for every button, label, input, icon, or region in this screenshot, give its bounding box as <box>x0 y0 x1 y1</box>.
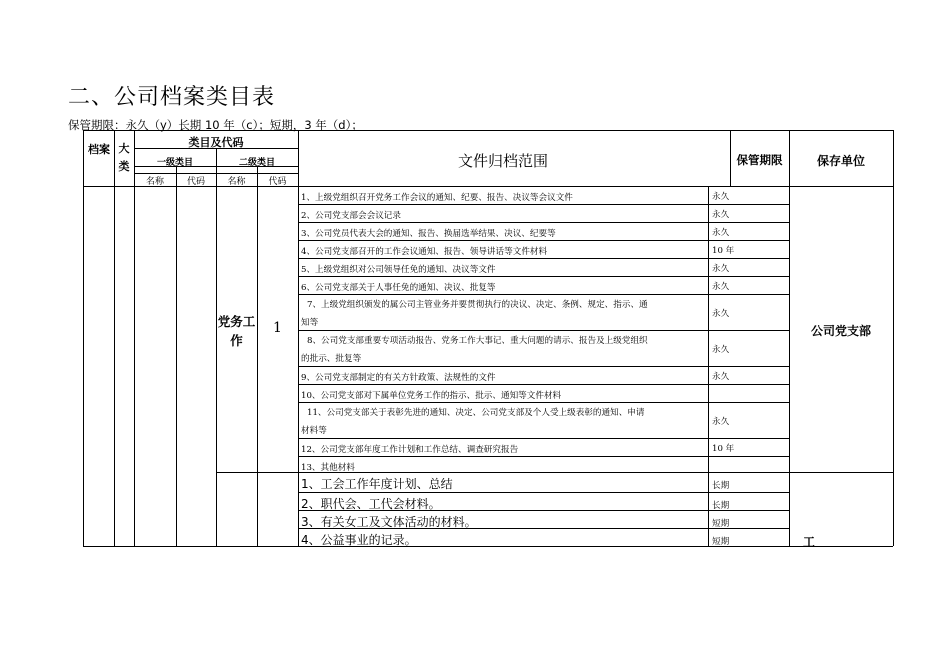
scope-row-union: 1、工会工作年度计划、总结 <box>301 477 453 491</box>
scope-row-party: 3、公司党员代表大会的通知、报告、换届选举结果、决议、纪要等 <box>301 229 556 239</box>
scope-row-party: 6、公司党支部关于人事任免的通知、决议、批复等 <box>301 283 496 293</box>
header-retention: 保管期限 <box>736 153 783 167</box>
retention-value: 短期 <box>712 537 730 547</box>
retention-value: 10 年 <box>712 246 735 256</box>
scope-row-party: 7、上级党组织颁发的属公司主管业务并要贯彻执行的决议、决定、条例、规定、指示、通 <box>307 300 648 310</box>
retention-value: 永久 <box>712 210 730 220</box>
level2-code-party: 1 <box>273 320 282 336</box>
header-archive: 档案 <box>88 143 110 156</box>
header-scope: 文件归档范围 <box>457 152 548 170</box>
retention-value: 永久 <box>712 228 730 238</box>
retention-value: 10 年 <box>712 444 735 454</box>
scope-row-party: 9、公司党支部制定的有关方针政策、法规性的文件 <box>301 373 496 383</box>
header-major: 大类 <box>118 142 130 173</box>
header-name1: 名称 <box>145 177 164 187</box>
unit-party-branch: 公司党支部 <box>810 324 871 338</box>
scope-row-party: 12、公司党支部年度工作计划和工作总结、调查研究报告 <box>301 445 519 455</box>
retention-value: 长期 <box>712 481 730 491</box>
header-name2: 名称 <box>227 177 246 187</box>
scope-row-union: 3、有关女工及文体活动的材料。 <box>301 515 477 529</box>
header-code2: 代码 <box>268 177 287 187</box>
scope-row-party: 10、公司党支部对下属单位党务工作的指示、批示、通知等文件材料 <box>301 391 562 401</box>
retention-value: 永久 <box>712 264 730 274</box>
scope-row-party: 11、公司党支部关于表彰先进的通知、决定、公司党支部及个人受上级表彰的通知、申请 <box>307 408 645 418</box>
retention-value: 永久 <box>712 192 730 202</box>
retention-note: 保管期限：永久（y）长期 10 年（c）；短期，3 年（d）； <box>68 118 363 132</box>
retention-value: 永久 <box>712 345 730 355</box>
scope-row-party: 4、公司党支部召开的工作会议通知、报告、领导讲话等文件材料 <box>301 247 548 257</box>
unit-union: 工 <box>802 535 815 549</box>
header-level2: 二级类目 <box>238 158 275 168</box>
level2-name-party: 党务工作 <box>217 314 256 348</box>
scope-row-party: 5、上级党组织对公司领导任免的通知、决议等文件 <box>301 265 496 275</box>
scope-row-party-cont: 知等 <box>301 318 319 328</box>
header-level1: 一级类目 <box>156 158 193 168</box>
scope-row-party: 1、上级党组织召开党务工作会议的通知、纪要、报告、决议等会议文件 <box>301 193 573 203</box>
retention-value: 长期 <box>712 501 730 511</box>
scope-row-party: 2、公司党支部会会议记录 <box>301 211 401 221</box>
scope-row-party-cont: 材料等 <box>301 426 327 436</box>
scope-row-union: 4、公益事业的记录。 <box>301 533 417 547</box>
retention-value: 永久 <box>712 282 730 292</box>
header-category-code: 类目及代码 <box>188 136 244 149</box>
retention-value: 永久 <box>712 417 730 427</box>
scope-row-party: 13、其他材料 <box>301 463 355 473</box>
scope-row-party-cont: 的批示、批复等 <box>301 354 362 364</box>
page-title: 二、公司档案类目表 <box>68 85 276 110</box>
retention-value: 永久 <box>712 309 730 319</box>
retention-value: 短期 <box>712 519 730 529</box>
scope-row-union: 2、职代会、工代会材料。 <box>301 497 441 511</box>
header-unit: 保存单位 <box>816 154 865 168</box>
header-code1: 代码 <box>186 177 205 187</box>
scope-row-party: 8、公司党支部重要专项活动报告、党务工作大事记、重大问题的请示、报告及上级党组织 <box>307 336 648 346</box>
retention-value: 永久 <box>712 372 730 382</box>
